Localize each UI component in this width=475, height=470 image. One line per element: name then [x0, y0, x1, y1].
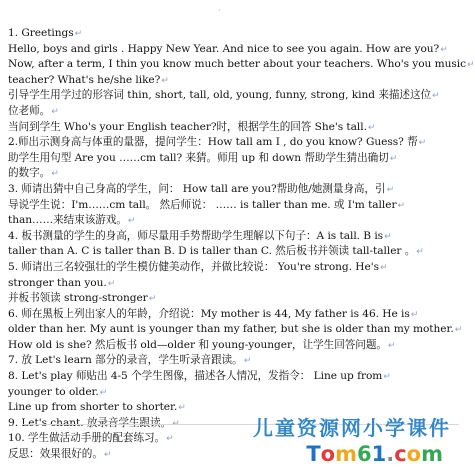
- line-text: 并板书领读 strong-stronger: [8, 292, 148, 305]
- return-arrow-icon: ↵: [432, 91, 440, 102]
- return-arrow-icon: ↵: [416, 247, 424, 258]
- return-arrow-icon: ↵: [103, 450, 112, 461]
- line-text: 的数字。: [8, 167, 51, 180]
- return-arrow-icon: ↵: [148, 294, 157, 305]
- return-arrow-icon: ↵: [384, 231, 392, 242]
- watermark-site-name: 儿童资源网小学课件: [253, 416, 451, 440]
- return-arrow-icon: ↵: [383, 372, 391, 383]
- document-line: [8, 166, 455, 182]
- line-text: older than her. My aunt is younger than my father, but she is older than my mother.: [8, 323, 454, 336]
- return-arrow-icon: ↵: [389, 153, 398, 164]
- logo-letter: .: [386, 442, 395, 466]
- document-line: [8, 213, 455, 229]
- logo-letter: 6: [356, 442, 372, 466]
- line-text: 2.师出示测身高与体重的量器，提问学生：How tall am I , do you know? Guess? 帮: [8, 136, 418, 149]
- return-arrow-icon: ↵: [367, 122, 376, 133]
- line-text: 导说学生说：I'm……cm tall。 然后师说： …… is taller than me. 或 I'm taller: [8, 198, 397, 211]
- return-arrow-icon: ↵: [387, 340, 396, 351]
- line-text: taller than A. C is taller than B. D is taller than C. 然后板书并领读 tall-taller 。: [8, 245, 416, 258]
- return-arrow-icon: ↵: [379, 262, 388, 273]
- return-arrow-icon: ↵: [172, 418, 180, 429]
- return-arrow-icon: ↵: [440, 44, 448, 55]
- logo-letter: T: [306, 442, 321, 466]
- document-line: [8, 135, 455, 151]
- return-arrow-icon: ↵: [51, 169, 59, 180]
- line-text: 引导学生用学过的形容词 thin, short, tall, old, young, funny, strong, kind 来描述这位: [8, 89, 432, 102]
- logo-letter: o: [320, 442, 336, 466]
- return-arrow-icon: ↵: [418, 138, 427, 149]
- return-arrow-icon: ↵: [166, 434, 174, 445]
- return-arrow-icon: ↵: [467, 60, 475, 71]
- document-line: [8, 42, 455, 58]
- line-text: 4. 板书测量的学生的身高，师尽量用手势帮助学生理解以下句子：A is tall. B is: [8, 229, 384, 242]
- document-line: [8, 291, 455, 307]
- document-line: [8, 26, 455, 42]
- return-arrow-icon: ↵: [243, 356, 252, 367]
- return-arrow-icon: ↵: [127, 216, 136, 227]
- document-line: [8, 198, 455, 214]
- return-arrow-icon: ↵: [178, 403, 186, 414]
- document-line: [8, 307, 455, 323]
- line-text: 7. 放 Let's learn 部分的录音，学生听录音跟读。: [8, 354, 243, 367]
- watermark: [245, 412, 457, 466]
- line-text: 5. 师请出三名较强壮的学生模仿健美动作，并做比较说： You're strong. He's: [8, 260, 379, 273]
- return-arrow-icon: ↵: [397, 200, 405, 211]
- line-text: Line up from shorter to shorter.: [8, 401, 178, 414]
- logo-letter: m: [421, 442, 443, 466]
- line-text: How old is she? 然后板书 old—older 和 young-younger，让学生回答问题。: [8, 338, 387, 351]
- page-top-mark: ·: [218, 6, 221, 15]
- return-arrow-icon: ↵: [386, 184, 395, 195]
- logo-letter: 1: [371, 442, 387, 466]
- document-line: [8, 353, 455, 369]
- document-line: [8, 151, 455, 167]
- line-text: teacher? What's he/she like?: [8, 73, 161, 86]
- line-text: 位老师。: [8, 104, 51, 117]
- line-text: 9. Let's chant. 放录音学生跟读。: [8, 416, 172, 429]
- line-text: 10. 学生做活动手册的配套练习。: [8, 432, 166, 445]
- document-line: [8, 322, 463, 338]
- document-line: [8, 338, 455, 354]
- document-line: [8, 260, 455, 276]
- line-text: 6. 师在黑板上列出家人的年龄，介绍说：My mother is 44, My father is 46. He is: [8, 307, 410, 320]
- line-text: 反思：效果很好的。: [8, 448, 103, 461]
- document-line: [8, 385, 455, 401]
- return-arrow-icon: ↵: [410, 309, 419, 320]
- return-arrow-icon: ↵: [74, 29, 83, 39]
- document-line: [8, 88, 455, 104]
- logo-letter: o: [406, 442, 422, 466]
- return-arrow-icon: ↵: [51, 106, 59, 117]
- line-text: younger to older.: [8, 385, 99, 398]
- document-line: [8, 104, 455, 120]
- return-arrow-icon: ↵: [99, 387, 108, 398]
- watermark-logo: [306, 442, 443, 466]
- return-arrow-icon: ↵: [161, 75, 169, 86]
- document-line: [8, 182, 455, 198]
- document-line: [8, 244, 455, 260]
- line-text: Hello, boys and girls . Happy New Year. And nice to see you again. How are you?: [8, 42, 440, 55]
- return-arrow-icon: ↵: [454, 325, 463, 336]
- document-line: [8, 369, 455, 385]
- line-text: 3. 师请出猜中自己身高的学生，问： How tall are you?帮助他/她测量身高，引: [8, 182, 386, 195]
- document-line: [8, 229, 455, 245]
- document-body: [8, 26, 475, 463]
- document-line: [8, 57, 475, 73]
- line-text: stronger than you.: [8, 276, 107, 289]
- document-line: [8, 73, 455, 89]
- logo-letter: m: [335, 442, 357, 466]
- line-text: 助学生用句型 Are you ……cm tall? 来猜。师用 up 和 down 帮助学生猜出确切: [8, 151, 389, 164]
- line-text: 1. Greetings: [8, 27, 74, 39]
- line-text: 8. Let's play 师贴出 4-5 个学生图像，描述各人情况，发指令： Line up from: [8, 370, 383, 383]
- logo-letter: c: [394, 442, 407, 466]
- line-text: than……来结束该游戏。: [8, 214, 127, 227]
- document-line: [8, 120, 455, 136]
- document-line: [8, 276, 455, 292]
- line-text: Now, after a term, I thin you know much better about your teachers. Who's you music: [8, 58, 466, 71]
- return-arrow-icon: ↵: [107, 278, 116, 289]
- line-text: 当问到学生 Who's your English teacher?时，根据学生的回答 She's tall.: [8, 120, 367, 133]
